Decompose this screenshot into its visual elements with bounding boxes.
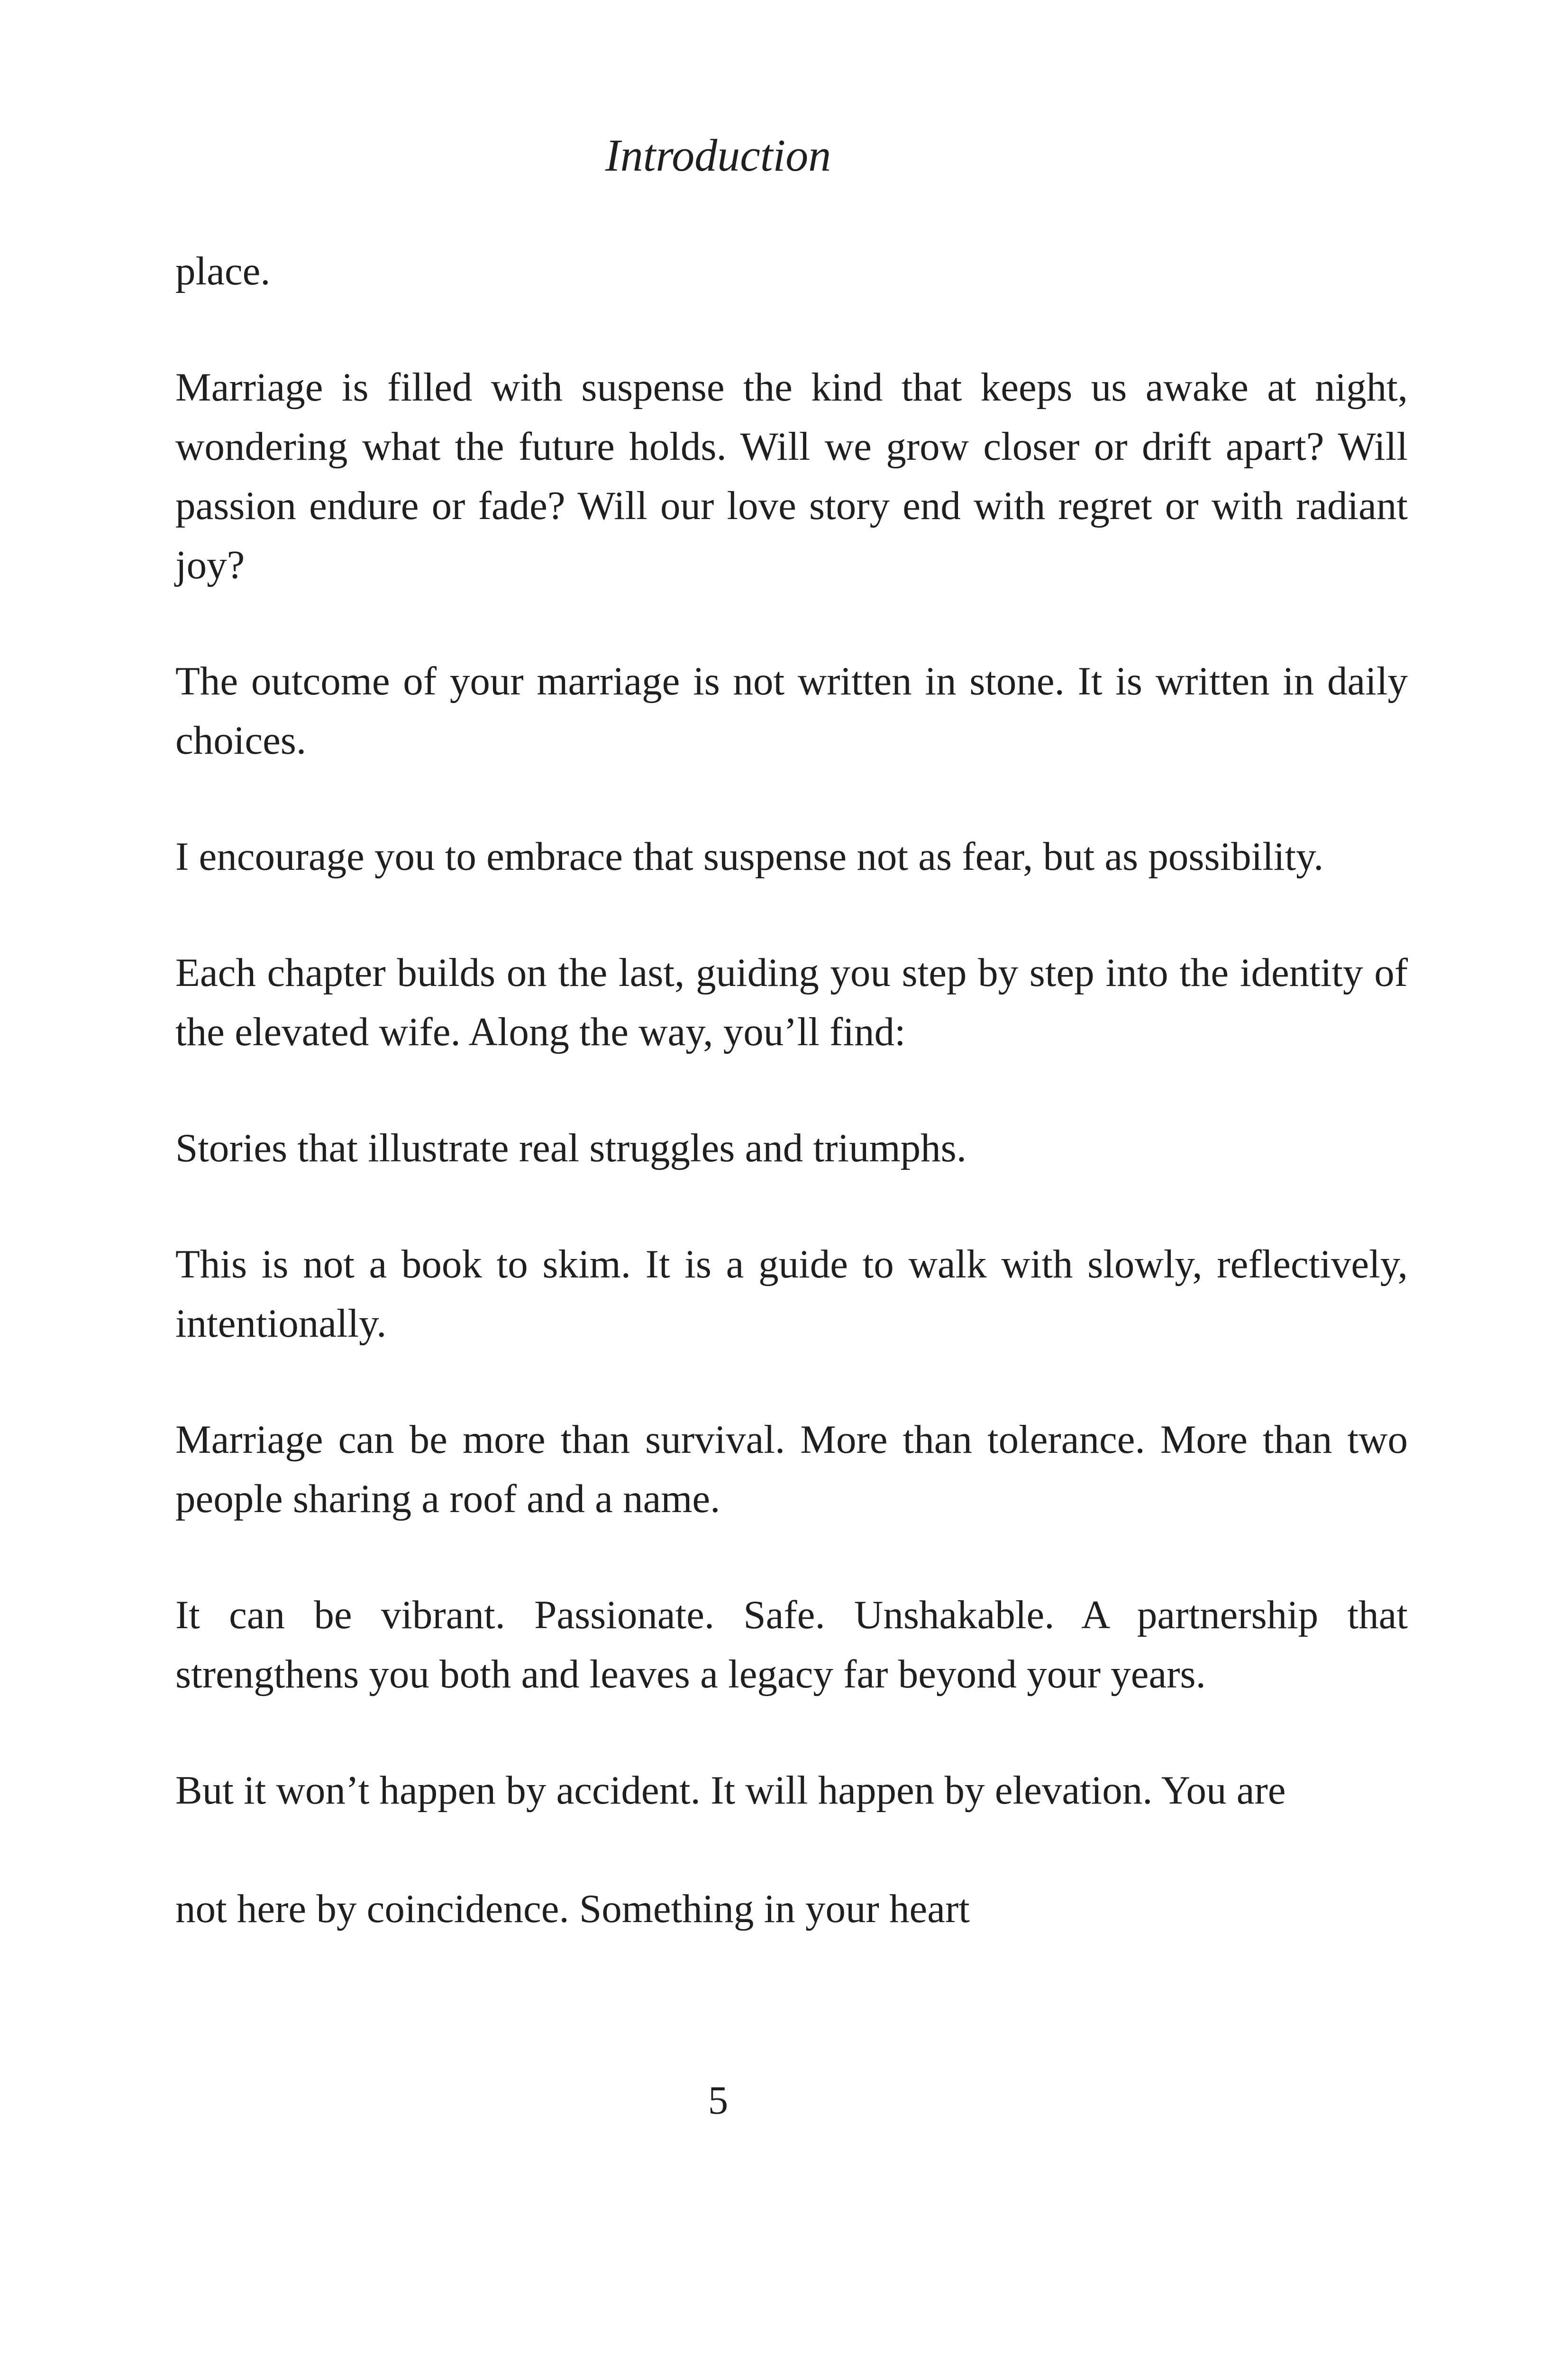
paragraph: This is not a book to skim. It is a guide to walk with slowly, reflectively, intentionally.	[175, 1242, 1408, 1346]
paragraph: not here by coincidence. Something in your heart	[175, 1887, 970, 1931]
paragraph: But it won’t happen by accident. It will happen by elevation. You are	[175, 1768, 1286, 1813]
running-head-title: Introduction	[605, 130, 831, 181]
paragraph: It can be vibrant. Passionate. Safe. Unshakable. A partnership that strengthens you both and leaves a legacy far beyond your years.	[175, 1593, 1408, 1696]
paragraph: Marriage can be more than survival. More than tolerance. More than two people sharing a roof and a name.	[175, 1417, 1408, 1521]
paragraph: I encourage you to embrace that suspense not as fear, but as possibility.	[175, 834, 1324, 879]
page-number: 5	[708, 2078, 729, 2123]
paragraph: Stories that illustrate real struggles and triumphs.	[175, 1126, 966, 1170]
paragraph: Marriage is filled with suspense the kind that keeps us awake at night, wondering what the future holds. Will we grow closer or drift apart? Will passion endure or fade? Will our love story end with regret or with radiant joy?	[175, 365, 1408, 587]
body-text	[175, 242, 1408, 1996]
paragraph: place.	[175, 249, 271, 293]
paragraph: The outcome of your marriage is not written in stone. It is written in daily choices.	[175, 659, 1408, 763]
paragraph: Each chapter builds on the last, guiding you step by step into the identity of the elevated wife. Along the way, you’ll find:	[175, 950, 1408, 1054]
